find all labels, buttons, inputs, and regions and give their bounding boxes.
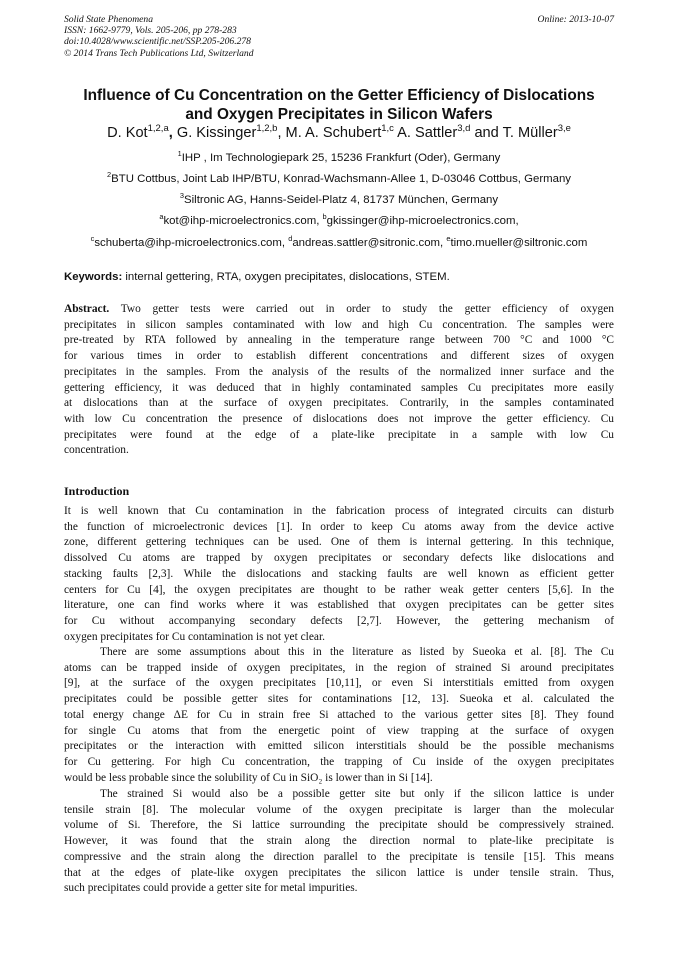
email-address[interactable]: kot@ihp-microelectronics.com, bbox=[163, 215, 323, 227]
abstract bbox=[64, 302, 614, 459]
abstract-line: for various times in order to establish different concentrations and different sizes of oxygen bbox=[64, 350, 614, 363]
author-superscript: 1,2,a bbox=[147, 123, 169, 135]
author-name: G. Kissinger bbox=[176, 125, 257, 141]
body-line: However, it was found that the strain along the direction normal to plate-like precipitate is bbox=[64, 835, 614, 848]
doi-line: doi:10.4028/www.scientific.net/SSP.205-206.278 bbox=[64, 36, 251, 48]
email-line-1 bbox=[20, 214, 658, 228]
body-line: that at the edges of plate-like oxygen precipitates the silicon lattice is under tensile strain. Thus, bbox=[64, 866, 614, 879]
affiliation-text: BTU Cottbus, Joint Lab IHP/BTU, Konrad-Wachsmann-Allee 1, D-03046 Cottbus, Germany bbox=[111, 173, 571, 185]
body-line: oxygen precipitates for Cu contamination is not yet clear. bbox=[64, 630, 325, 643]
body-line: stacking faults [2,3]. While the dislocations and stacking faults are well known as efficient getter bbox=[64, 567, 614, 580]
email-superscript: c bbox=[90, 234, 95, 244]
abstract-line: precipitates in the samples. From the analysis of the results of the normalized inner surface and the bbox=[64, 365, 614, 378]
body-line: It is well known that Cu contamination in the fabrication process of integrated circuits can disturb bbox=[64, 505, 614, 517]
affiliation-text: Siltronic AG, Hanns-Seidel-Platz 4, 81737 München, Germany bbox=[184, 194, 499, 206]
email-address[interactable]: schuberta@ihp-microelectronics.com, bbox=[94, 237, 289, 249]
intro-paragraph-3 bbox=[64, 787, 614, 897]
email-superscript: e bbox=[446, 234, 451, 244]
body-line: the function of microelectronic devices [1]. In order to keep Cu atoms away from the device active bbox=[64, 520, 614, 533]
keywords-text: internal gettering, RTA, oxygen precipitates, dislocations, STEM. bbox=[122, 271, 450, 283]
body-line: precipitates could be possible getter sites for contaminations [12, 13]. Sueoka et al. calculated the bbox=[64, 693, 614, 706]
body-line: centers for Cu [4], the oxygen precipitates are thought to be rather weak getter centers [5,6]. In the bbox=[64, 583, 614, 596]
body-line: tensile strain [8]. The molecular volume of the oxygen precipitate is larger than the molecular bbox=[64, 803, 614, 816]
body-line: literature, one can find works where it was established that oxygen precipitates can be getter sites bbox=[64, 599, 614, 612]
affiliation-1 bbox=[20, 151, 658, 165]
body-line: would be less probable since the solubility of Cu in SiO₂ is lower than in Si [14]. bbox=[64, 771, 433, 784]
email-line-2 bbox=[20, 236, 658, 250]
affiliation-text: IHP , Im Technologiepark 25, 15236 Frankfurt (Oder), Germany bbox=[181, 152, 501, 164]
abstract-line bbox=[64, 302, 614, 318]
abstract-line: precipitates were found at the edge of a plate-like precipitate in a sample with low Cu bbox=[64, 428, 614, 441]
email-superscript: b bbox=[322, 212, 327, 222]
affiliation-3 bbox=[20, 193, 658, 207]
keywords-label: Keywords: bbox=[64, 271, 123, 283]
body-line: such precipitates could provide a getter site for metal impurities. bbox=[64, 882, 358, 895]
affiliation-superscript: 2 bbox=[107, 170, 112, 180]
online-date: Online: 2013-10-07 bbox=[537, 14, 614, 25]
author-name: A. Sattler bbox=[397, 125, 458, 141]
abstract-line: concentration. bbox=[64, 444, 129, 457]
body-line: total energy change ΔE for Cu in strain free Si attached to the various getter sites [8]. They found bbox=[64, 708, 614, 721]
body-line: volume of Si. Therefore, the Si lattice surrounding the precipitate should be compressively strained. bbox=[64, 819, 614, 832]
keywords bbox=[64, 270, 624, 284]
author-superscript: 3,d bbox=[457, 123, 471, 135]
body-line: [9], at the surface of the oxygen precipitates [10,11], or even Si interstitials emitted from oxygen bbox=[64, 677, 614, 690]
email-address[interactable]: andreas.sattler@sitronic.com, bbox=[292, 237, 447, 249]
affiliation-superscript: 1 bbox=[177, 149, 182, 159]
copyright-line: © 2014 Trans Tech Publications Ltd, Switzerland bbox=[64, 47, 254, 59]
author-superscript: 1,2,b bbox=[256, 123, 278, 135]
abstract-line: at dislocations than at the surface of oxygen precipitates. Contrarily, in the samples contaminated bbox=[64, 397, 614, 410]
author-separator: , bbox=[277, 125, 286, 141]
abstract-line-text: Two getter tests were carried out in order to study the getter efficiency of oxygen bbox=[109, 303, 614, 315]
author-separator: , bbox=[168, 125, 177, 141]
email-superscript: d bbox=[288, 234, 293, 244]
body-line: zone, different gettering techniques can be used. One of them is internal gettering. In this technique, bbox=[64, 536, 614, 549]
issn-line: ISSN: 1662-9779, Vols. 205-206, pp 278-283 bbox=[64, 25, 237, 37]
intro-paragraph-1 bbox=[64, 504, 614, 645]
author-list bbox=[20, 124, 658, 142]
body-line: for Cu without accompanying secondary defects [2,7]. However, the gettering mechanism of bbox=[64, 614, 614, 627]
author-name: T. Müller bbox=[502, 125, 558, 141]
email-superscript: a bbox=[159, 212, 164, 222]
author-name: D. Kot bbox=[107, 125, 148, 141]
body-line: The strained Si would also be a possible getter site but only if the silicon lattice is under bbox=[100, 788, 614, 800]
body-line: for Cu gettering. For high Cu concentration, the trapping of Cu inside of the oxygen precipitates bbox=[64, 755, 614, 768]
abstract-line: with low Cu concentration the presence of dislocations does not improve the getter efficiency. Cu bbox=[64, 412, 614, 425]
body-line: compressive and the strain along the direction parallel to the precipitate is tensile [15]. This means bbox=[64, 850, 614, 863]
abstract-line: pre-treated by RTA followed by annealing in the temperature range between 700 °C and 1000 °C bbox=[64, 334, 614, 347]
affiliation-2 bbox=[20, 172, 658, 186]
abstract-line: gettering efficiency, it was deduced that in highly contaminated samples Cu precipitates more easily bbox=[64, 381, 614, 394]
journal-header bbox=[64, 14, 254, 59]
abstract-label: Abstract. bbox=[64, 303, 110, 315]
journal-name: Solid State Phenomena bbox=[64, 14, 153, 25]
body-line: dissolved Cu atoms are trapped by oxygen precipitates or secondary defects like dislocations and bbox=[64, 552, 614, 565]
body-line: for single Cu atoms that from the energetic point of view trapping at the surface of oxygen bbox=[64, 724, 614, 737]
section-heading-introduction: Introduction bbox=[64, 484, 130, 498]
title-line-2: and Oxygen Precipitates in Silicon Wafers bbox=[185, 106, 493, 123]
title-line-1: Influence of Cu Concentration on the Getter Efficiency of Dislocations bbox=[83, 87, 595, 104]
email-address[interactable]: gkissinger@ihp-microelectronics.com, bbox=[326, 215, 519, 227]
body-line: atoms can be trapped inside of oxygen precipitates, in the region of strained Si around precipitates bbox=[64, 661, 614, 674]
abstract-line: precipitates in silicon samples contaminated with low and high Cu concentration. The samples were bbox=[64, 318, 614, 331]
intro-paragraph-2 bbox=[64, 645, 614, 786]
author-superscript: 1,c bbox=[381, 123, 394, 135]
author-name: M. A. Schubert bbox=[285, 125, 382, 141]
body-line: precipitates or the interaction with emitted silicon interstitials should be the possible mechanisms bbox=[64, 740, 614, 753]
paper-title bbox=[40, 86, 638, 124]
affiliation-superscript: 3 bbox=[179, 191, 185, 201]
author-superscript: 3,e bbox=[557, 123, 571, 135]
email-address[interactable]: timo.mueller@siltronic.com bbox=[450, 237, 588, 249]
author-separator: and bbox=[470, 125, 503, 141]
body-line: There are some assumptions about this in the literature as listed by Sueoka et al. [8]. The Cu bbox=[100, 646, 614, 658]
